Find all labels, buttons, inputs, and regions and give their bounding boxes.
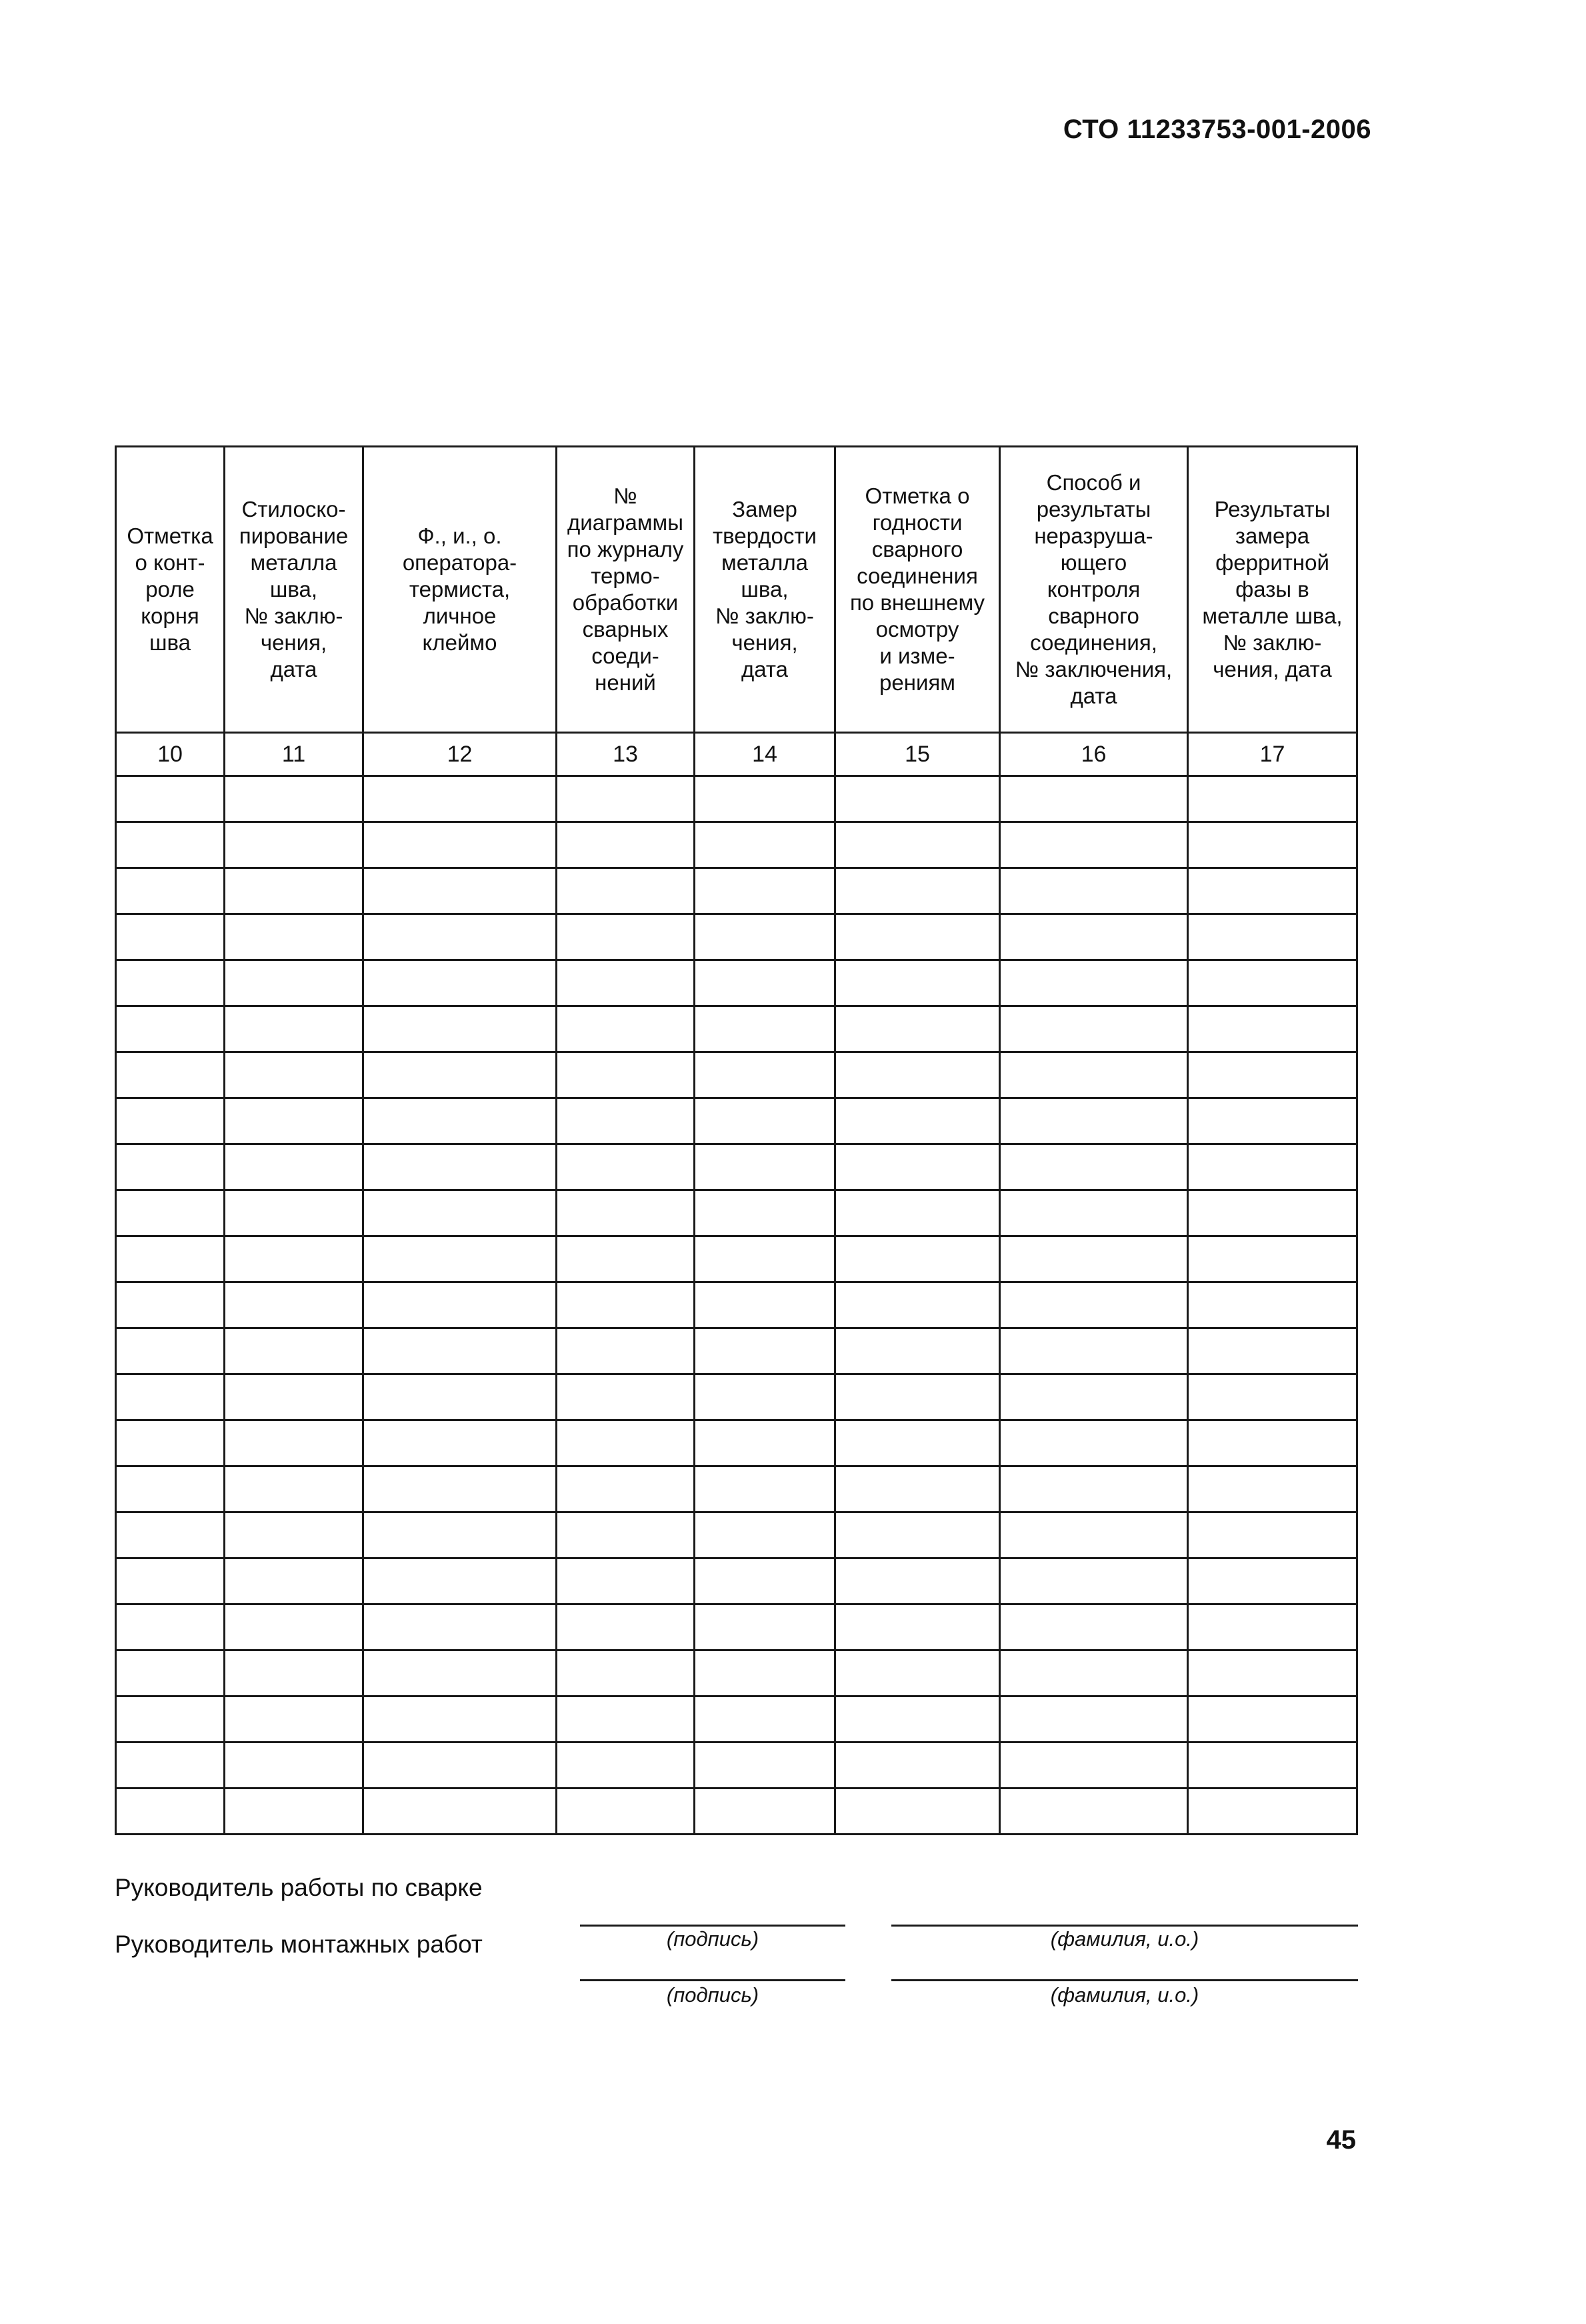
table-cell: [1188, 1282, 1357, 1328]
column-number: 11: [225, 733, 363, 776]
table-cell: [835, 1236, 1000, 1282]
table-cell: [116, 960, 225, 1006]
table-cell: [695, 960, 835, 1006]
table-cell: [225, 1282, 363, 1328]
column-number: 15: [835, 733, 1000, 776]
table-cell: [835, 1098, 1000, 1144]
table-cell: [835, 1144, 1000, 1190]
table-cell: [116, 1696, 225, 1742]
table-cell: [116, 1742, 225, 1789]
table-cell: [225, 822, 363, 868]
table-cell: [557, 1144, 695, 1190]
column-number: 10: [116, 733, 225, 776]
table-header-row: [116, 447, 1357, 733]
table-cell: [1188, 1236, 1357, 1282]
table-cell: [557, 1190, 695, 1236]
table-cell: [557, 1742, 695, 1789]
table-cell: [1188, 1466, 1357, 1512]
table-row: [116, 1789, 1357, 1835]
table-cell: [1188, 1789, 1357, 1835]
table-cell: [835, 914, 1000, 960]
table-cell: [1188, 914, 1357, 960]
table-cell: [695, 1558, 835, 1604]
table-cell: [695, 1512, 835, 1558]
table-cell: [363, 1558, 557, 1604]
table-cell: [835, 776, 1000, 822]
table-cell: [835, 1789, 1000, 1835]
table-cell: [225, 1052, 363, 1098]
page-number: 45: [1326, 2125, 1356, 2155]
table-cell: [225, 1328, 363, 1374]
table-cell: [695, 776, 835, 822]
table-cell: [1000, 1236, 1188, 1282]
table-row: [116, 1328, 1357, 1374]
table-cell: [695, 1789, 835, 1835]
table-cell: [1000, 1374, 1188, 1420]
table-cell: [1188, 1328, 1357, 1374]
table-cell: [363, 776, 557, 822]
table-cell: [116, 1282, 225, 1328]
signature-line: [580, 1925, 845, 1927]
column-number: 12: [363, 733, 557, 776]
table-cell: [695, 1144, 835, 1190]
table-cell: [225, 1604, 363, 1650]
signature-role-installation-manager: Руководитель монтажных работ: [115, 1931, 483, 1958]
table-cell: [1000, 1696, 1188, 1742]
table-cell: [116, 1789, 225, 1835]
column-number: 14: [695, 733, 835, 776]
signature-role-welding-manager: Руководитель работы по сварке: [115, 1874, 483, 1901]
table-cell: [116, 1144, 225, 1190]
table-cell: [363, 960, 557, 1006]
column-number: 13: [557, 733, 695, 776]
table-cell: [557, 1052, 695, 1098]
table-cell: [695, 1328, 835, 1374]
table-cell: [116, 1236, 225, 1282]
table-cell: [225, 1789, 363, 1835]
table-cell: [835, 1650, 1000, 1696]
table-cell: [695, 1190, 835, 1236]
table-cell: [363, 1052, 557, 1098]
table-cell: [1000, 1742, 1188, 1789]
table-cell: [225, 1466, 363, 1512]
table-cell: [1000, 868, 1188, 914]
document-code: СТО 11233753-001-2006: [1063, 115, 1371, 144]
signature-caption: (подпись): [666, 1927, 759, 1951]
table-cell: [1188, 868, 1357, 914]
table-cell: [1188, 1006, 1357, 1052]
table-cell: [557, 1789, 695, 1835]
table-cell: [1188, 1512, 1357, 1558]
table-cell: [1188, 1374, 1357, 1420]
table-row: [116, 1282, 1357, 1328]
table-cell: [557, 914, 695, 960]
table-cell: [1000, 822, 1188, 868]
table-cell: [363, 1789, 557, 1835]
table-row: [116, 1466, 1357, 1512]
table-cell: [557, 960, 695, 1006]
table-row: [116, 1558, 1357, 1604]
table-cell: [1000, 1558, 1188, 1604]
table-cell: [1000, 1098, 1188, 1144]
table-row: [116, 1374, 1357, 1420]
table-row: [116, 1696, 1357, 1742]
table-cell: [225, 1558, 363, 1604]
table-cell: [557, 1466, 695, 1512]
table-row: [116, 1604, 1357, 1650]
table-cell: [116, 914, 225, 960]
table-cell: [835, 1466, 1000, 1512]
table-cell: [835, 1604, 1000, 1650]
table-cell: [835, 1696, 1000, 1742]
table-cell: [116, 1558, 225, 1604]
column-header-heat-operator: Ф., и., о. оператора- термиста, личное клеймо: [363, 447, 557, 733]
table-cell: [1000, 1650, 1188, 1696]
table-cell: [1188, 1052, 1357, 1098]
table-cell: [557, 1236, 695, 1282]
table-cell: [695, 822, 835, 868]
table-cell: [363, 1006, 557, 1052]
table-cell: [1000, 776, 1188, 822]
table-cell: [695, 1696, 835, 1742]
table-cell: [116, 1604, 225, 1650]
table-cell: [363, 822, 557, 868]
table-row: [116, 914, 1357, 960]
name-line: [891, 1925, 1358, 1927]
name-line: [891, 1979, 1358, 1981]
table-cell: [225, 1420, 363, 1466]
table-cell: [557, 1604, 695, 1650]
table-cell: [1188, 1558, 1357, 1604]
table-cell: [363, 1420, 557, 1466]
table-cell: [363, 1328, 557, 1374]
table-cell: [557, 1558, 695, 1604]
table-row: [116, 1236, 1357, 1282]
table-row: [116, 822, 1357, 868]
table-cell: [116, 1650, 225, 1696]
column-number-row: [116, 733, 1357, 776]
table-cell: [557, 1512, 695, 1558]
table-cell: [1188, 1650, 1357, 1696]
table-cell: [116, 1190, 225, 1236]
table-cell: [1000, 1328, 1188, 1374]
table-cell: [1000, 1144, 1188, 1190]
table-cell: [116, 1374, 225, 1420]
table-cell: [557, 1696, 695, 1742]
table-row: [116, 1650, 1357, 1696]
signature-line: [580, 1979, 845, 1981]
table-cell: [695, 1420, 835, 1466]
table-cell: [1188, 1742, 1357, 1789]
table-cell: [695, 1374, 835, 1420]
table-cell: [1188, 1696, 1357, 1742]
table-cell: [695, 1742, 835, 1789]
column-header-root-control: Отметка о конт- роле корня шва: [116, 447, 225, 733]
column-header-visual-inspection: Отметка о годности сварного соединения по внешнему осмотру и изме- рениям: [835, 447, 1000, 733]
table-cell: [835, 1512, 1000, 1558]
table-cell: [557, 1006, 695, 1052]
table-row: [116, 960, 1357, 1006]
table-cell: [225, 1098, 363, 1144]
table-cell: [557, 1098, 695, 1144]
table-cell: [116, 1098, 225, 1144]
column-header-heat-treatment-diagram: № диаграммы по журналу термо- обработки сварных соеди- нений: [557, 447, 695, 733]
table-cell: [1000, 1052, 1188, 1098]
column-header-ferrite: Результаты замера ферритной фазы в металле шва, № заклю- чения, дата: [1188, 447, 1357, 733]
table-row: [116, 1006, 1357, 1052]
name-caption: (фамилия, и.о.): [1050, 1983, 1199, 2007]
table-row: [116, 1742, 1357, 1789]
table-cell: [1000, 1190, 1188, 1236]
column-number: 17: [1188, 733, 1357, 776]
table-cell: [116, 868, 225, 914]
table-cell: [557, 1328, 695, 1374]
table-cell: [1188, 1420, 1357, 1466]
table-cell: [695, 1466, 835, 1512]
table-cell: [363, 868, 557, 914]
table-cell: [225, 960, 363, 1006]
table-cell: [116, 1512, 225, 1558]
table-cell: [363, 1098, 557, 1144]
table-cell: [1000, 960, 1188, 1006]
table-cell: [695, 868, 835, 914]
table-cell: [695, 1098, 835, 1144]
table-cell: [557, 822, 695, 868]
table-cell: [1000, 914, 1188, 960]
table-cell: [363, 914, 557, 960]
table-cell: [1000, 1512, 1188, 1558]
name-caption: (фамилия, и.о.): [1050, 1927, 1199, 1951]
table-cell: [557, 868, 695, 914]
table-cell: [225, 1512, 363, 1558]
table-cell: [557, 776, 695, 822]
table-cell: [695, 1604, 835, 1650]
table-cell: [835, 1374, 1000, 1420]
table-cell: [225, 776, 363, 822]
table-cell: [835, 1420, 1000, 1466]
table-cell: [116, 822, 225, 868]
table-cell: [116, 1052, 225, 1098]
table-row: [116, 1190, 1357, 1236]
table-cell: [1188, 822, 1357, 868]
table-cell: [835, 868, 1000, 914]
table-cell: [1188, 776, 1357, 822]
table-cell: [363, 1466, 557, 1512]
table-cell: [363, 1144, 557, 1190]
table-cell: [557, 1282, 695, 1328]
table-cell: [835, 1052, 1000, 1098]
table-cell: [225, 914, 363, 960]
table-cell: [116, 1328, 225, 1374]
table-cell: [225, 1190, 363, 1236]
table-cell: [1188, 1190, 1357, 1236]
table-cell: [225, 1696, 363, 1742]
table-cell: [695, 1052, 835, 1098]
table-cell: [363, 1604, 557, 1650]
table-cell: [225, 1742, 363, 1789]
table-cell: [557, 1420, 695, 1466]
table-cell: [835, 1282, 1000, 1328]
table-row: [116, 776, 1357, 822]
table-cell: [363, 1282, 557, 1328]
table-cell: [835, 822, 1000, 868]
column-number: 16: [1000, 733, 1188, 776]
table-cell: [835, 960, 1000, 1006]
column-header-hardness: Замер твердости металла шва, № заклю- чения, дата: [695, 447, 835, 733]
table-cell: [363, 1742, 557, 1789]
table-cell: [116, 1466, 225, 1512]
signature-caption: (подпись): [666, 1983, 759, 2007]
table-cell: [695, 914, 835, 960]
table-cell: [1188, 1098, 1357, 1144]
table-cell: [557, 1650, 695, 1696]
table-cell: [225, 1650, 363, 1696]
column-header-ndt: Способ и результаты неразруша- ющего контроля сварного соединения, № заключения, дата: [1000, 447, 1188, 733]
table-row: [116, 868, 1357, 914]
table-cell: [695, 1282, 835, 1328]
table-cell: [1000, 1420, 1188, 1466]
table-cell: [225, 1006, 363, 1052]
table-cell: [1000, 1282, 1188, 1328]
table-cell: [116, 1420, 225, 1466]
table-cell: [225, 868, 363, 914]
table-cell: [1000, 1604, 1188, 1650]
table-cell: [835, 1742, 1000, 1789]
table-cell: [835, 1328, 1000, 1374]
table-cell: [225, 1144, 363, 1190]
table-row: [116, 1144, 1357, 1190]
table-cell: [363, 1512, 557, 1558]
table-cell: [835, 1558, 1000, 1604]
table-cell: [363, 1190, 557, 1236]
table-cell: [363, 1650, 557, 1696]
table-cell: [1000, 1006, 1188, 1052]
table-cell: [116, 1006, 225, 1052]
weld-record-table: [115, 445, 1358, 1835]
table-cell: [695, 1236, 835, 1282]
table-row: [116, 1512, 1357, 1558]
table-cell: [363, 1696, 557, 1742]
table-row: [116, 1420, 1357, 1466]
table-cell: [695, 1650, 835, 1696]
table-cell: [116, 776, 225, 822]
table-cell: [835, 1006, 1000, 1052]
table-cell: [1000, 1789, 1188, 1835]
column-header-styloscopy: Стилоско- пирование металла шва, № заклю- чения, дата: [225, 447, 363, 733]
table-row: [116, 1098, 1357, 1144]
table-cell: [835, 1190, 1000, 1236]
table-cell: [1188, 1144, 1357, 1190]
table-cell: [225, 1236, 363, 1282]
table-cell: [363, 1236, 557, 1282]
table-cell: [363, 1374, 557, 1420]
table-cell: [1188, 960, 1357, 1006]
table-cell: [557, 1374, 695, 1420]
table-cell: [225, 1374, 363, 1420]
table-cell: [1188, 1604, 1357, 1650]
table-cell: [1000, 1466, 1188, 1512]
table-row: [116, 1052, 1357, 1098]
table-cell: [695, 1006, 835, 1052]
